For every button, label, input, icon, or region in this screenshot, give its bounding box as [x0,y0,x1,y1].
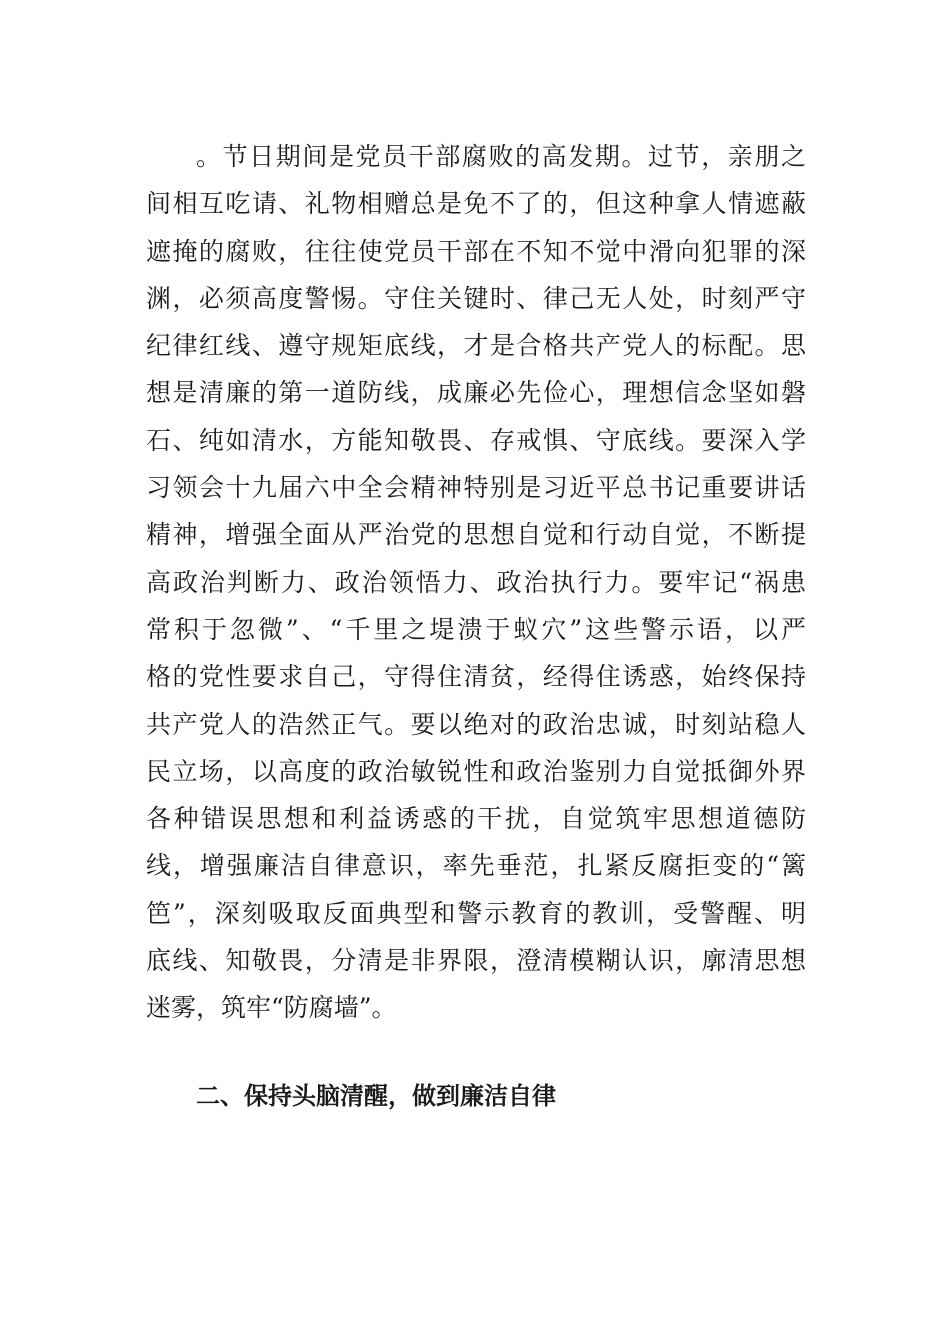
body-paragraph [146,133,806,1032]
paragraph-line: 遮掩的腐败，往往使党员干部在不知不觉中滑向犯罪的深 [146,236,806,266]
paragraph-line: 石、纯如清水，方能知敬畏、存戒惧、守底线。要深入学 [146,425,806,455]
paragraph-line: 常积于忽微”、“千里之堤溃于蚁穴”这些警示语，以严 [146,614,806,644]
paragraph-line: 精神，增强全面从严治党的思想自觉和行动自觉，不断提 [146,520,806,550]
paragraph-line: 高政治判断力、政治领悟力、政治执行力。要牢记“祸患 [146,567,806,597]
paragraph-line: 想是清廉的第一道防线，成廉必先俭心，理想信念坚如磐 [146,378,806,408]
paragraph-line: 共产党人的浩然正气。要以绝对的政治忠诚，时刻站稳人 [146,709,806,739]
paragraph-line: 底线、知敬畏，分清是非界限，澄清模糊认识，廓清思想 [146,946,806,976]
paragraph-line: 渊，必须高度警惕。守住关键时、律己无人处，时刻严守 [146,283,806,313]
paragraph-line: 民立场，以高度的政治敏锐性和政治鉴别力自觉抵御外界 [146,756,806,786]
paragraph-line: 习领会十九届六中全会精神特别是习近平总书记重要讲话 [146,473,806,503]
paragraph-line: 迷雾，筑牢“防腐墙”。 [146,993,397,1023]
paragraph-line: 间相互吃请、礼物相赠总是免不了的，但这种拿人情遮蔽 [146,189,806,219]
paragraph-line: 纪律红线、遵守规矩底线，才是合格共产党人的标配。思 [146,331,806,361]
paragraph-line: 格的党性要求自己，守得住清贫，经得住诱惑，始终保持 [146,662,806,692]
paragraph-line: 线，增强廉洁自律意识，率先垂范，扎紧反腐拒变的“篱 [146,851,806,881]
section-heading: 二、保持头脑清醒，做到廉洁自律 [196,1082,556,1110]
paragraph-line: 。节日期间是党员干部腐败的高发期。过节，亲朋之 [196,142,806,171]
paragraph-line: 各种错误思想和利益诱惑的干扰，自觉筑牢思想道德防 [146,804,806,834]
paragraph-line: 笆”，深刻吸取反面典型和警示教育的教训，受警醒、明 [146,898,806,928]
